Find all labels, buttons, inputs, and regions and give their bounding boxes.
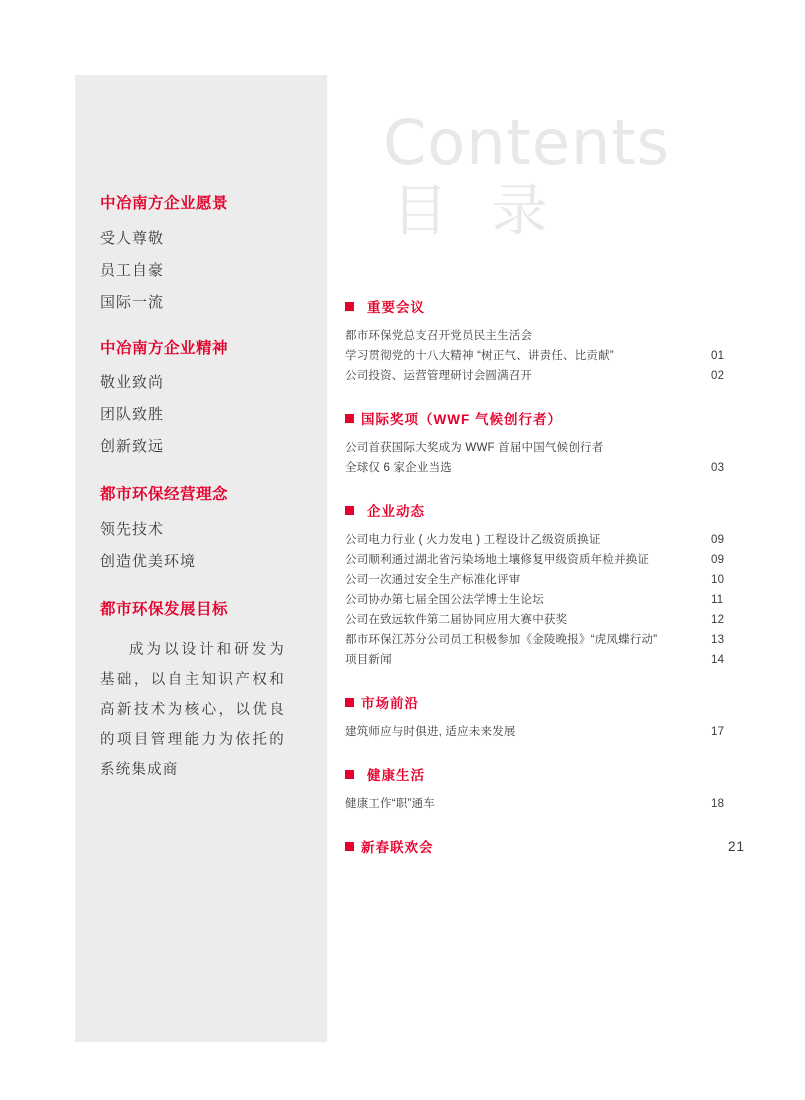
toc-item-page: 09 <box>711 554 725 566</box>
toc-item-page: 11 <box>711 594 724 606</box>
toc-item[interactable] <box>345 590 745 610</box>
toc-section-title: 市场前沿 <box>361 696 419 711</box>
toc-item-page: 03 <box>711 462 725 474</box>
toc-item-label: 公司首获国际大奖成为 WWF 首届中国气候创行者 <box>345 442 604 454</box>
toc-item-label: 公司顺利通过湖北省污染场地土壤修复甲级资质年检并换证 <box>345 554 650 566</box>
toc-item-page: 12 <box>711 614 725 626</box>
vision-line-3: 国际一流 <box>100 293 165 311</box>
toc-section-header <box>345 500 745 520</box>
toc-item-label: 健康工作“职”通车 <box>345 798 435 810</box>
toc-item-page: 17 <box>711 726 725 738</box>
toc-section-market <box>345 692 745 742</box>
goal-heading: 都市环保发展目标 <box>100 600 229 618</box>
toc-item[interactable] <box>345 530 745 550</box>
square-bullet-icon <box>345 842 354 851</box>
philosophy-line-1: 领先技术 <box>100 520 165 538</box>
toc-item-label: 公司协办第七届全国公法学博士生论坛 <box>345 594 544 606</box>
toc-section-header <box>345 764 745 784</box>
toc-item[interactable] <box>345 458 745 478</box>
toc-item[interactable] <box>345 650 745 670</box>
toc-section-title: 健康生活 <box>367 768 425 783</box>
spirit-line-2: 团队致胜 <box>100 406 165 424</box>
toc-item-label: 建筑师应与时俱进, 适应未来发展 <box>345 726 516 738</box>
toc-item-label: 都市环保党总支召开党员民主生活会 <box>345 330 533 342</box>
toc-item-page: 02 <box>711 370 725 382</box>
toc-item[interactable] <box>345 630 745 650</box>
toc-item[interactable] <box>345 346 745 366</box>
toc-item-label: 项目新闻 <box>345 654 392 666</box>
square-bullet-icon <box>345 302 354 311</box>
square-bullet-icon <box>345 698 354 707</box>
table-of-contents <box>345 296 745 866</box>
square-bullet-icon <box>345 770 354 779</box>
vision-heading: 中冶南方企业愿景 <box>100 195 229 212</box>
spirit-line-3: 创新致远 <box>100 438 165 456</box>
toc-item[interactable] <box>345 326 745 346</box>
toc-section-title: 国际奖项（WWF 气候创行者） <box>361 412 562 427</box>
toc-item[interactable] <box>345 550 745 570</box>
vision-block <box>100 195 305 312</box>
toc-section-header <box>345 836 745 856</box>
contents-title-en: Contents <box>383 106 670 179</box>
toc-item-page: 21 <box>727 838 745 854</box>
toc-section-health <box>345 764 745 814</box>
toc-section-gala <box>345 836 745 856</box>
toc-section-header <box>345 408 745 428</box>
spirit-line-1: 敬业致尚 <box>100 374 165 392</box>
toc-item-page: 18 <box>711 798 725 810</box>
toc-item-page: 10 <box>711 574 725 586</box>
spirit-heading: 中冶南方企业精神 <box>100 339 229 357</box>
square-bullet-icon <box>345 506 354 515</box>
toc-item[interactable] <box>345 722 745 742</box>
toc-section-awards <box>345 408 745 478</box>
philosophy-block <box>100 486 305 571</box>
toc-item[interactable] <box>345 438 745 458</box>
toc-item[interactable] <box>345 570 745 590</box>
toc-item-label: 公司投资、运营管理研讨会圆满召开 <box>345 370 533 382</box>
toc-item-label: 全球仅 6 家企业当选 <box>345 462 452 474</box>
toc-item-page: 14 <box>711 654 725 666</box>
philosophy-line-2: 创造优美环境 <box>100 552 197 570</box>
toc-item[interactable] <box>345 610 745 630</box>
vision-line-1: 受人尊敬 <box>100 229 165 247</box>
toc-item-label: 公司一次通过安全生产标准化评审 <box>345 574 521 586</box>
toc-item-label: 公司电力行业 ( 火力发电 ) 工程设计乙级资质换证 <box>345 534 601 546</box>
toc-section-header <box>345 296 745 316</box>
toc-section-title: 企业动态 <box>367 504 425 519</box>
philosophy-heading: 都市环保经营理念 <box>100 486 229 504</box>
toc-section-header <box>345 692 745 712</box>
toc-section-title: 新春联欢会 <box>361 840 434 855</box>
goal-paragraph: 成为以设计和研发为基础，以自主知识产权和高新技术为核心，以优良的项目管理能力为依托的系统集成商 <box>100 642 285 779</box>
contents-title-cn: 目 录 <box>392 179 562 242</box>
toc-item[interactable] <box>345 794 745 814</box>
goal-block <box>100 601 305 786</box>
toc-item-page: 09 <box>711 534 725 546</box>
toc-item-page: 13 <box>711 634 725 646</box>
toc-item-label: 都市环保江苏分公司员工积极参加《金陵晚报》“虎凤蝶行动” <box>345 634 658 646</box>
square-bullet-icon <box>345 414 354 423</box>
toc-section-title: 重要会议 <box>367 300 425 315</box>
left-panel-content <box>100 195 305 811</box>
toc-section-company-news <box>345 500 745 670</box>
toc-item[interactable] <box>345 366 745 386</box>
toc-item-label: 公司在致远软件第二届协同应用大赛中获奖 <box>345 614 568 626</box>
vision-line-2: 员工自豪 <box>100 261 165 279</box>
toc-item-page: 01 <box>711 350 725 362</box>
toc-item-label: 学习贯彻党的十八大精神 “树正气、讲责任、比贡献” <box>345 350 614 362</box>
spirit-block <box>100 340 305 457</box>
toc-section-meetings <box>345 296 745 386</box>
